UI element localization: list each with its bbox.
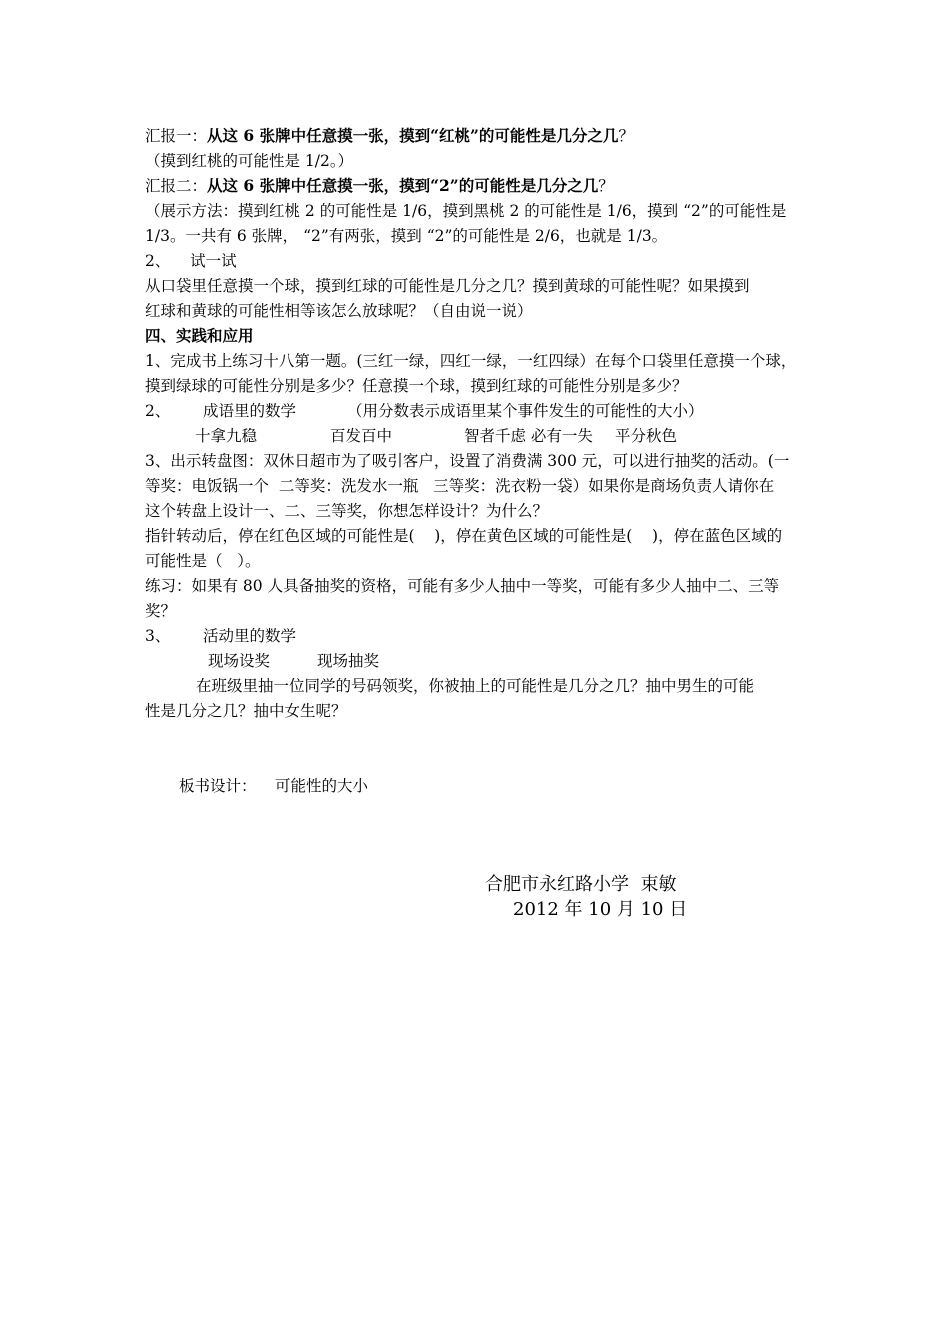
exercise-2-note: （用分数表示成语里某个事件发生的可能性的大小） [347, 402, 704, 420]
signature-date: 2012 年 10 月 10 日 [513, 899, 688, 920]
board-design-title: 可能性的大小 [275, 777, 369, 795]
exercise-2-number: 2、 [145, 402, 171, 420]
practice-line-1: 练习：如果有 80 人具备抽奖的资格，可能有多少人抽中一等奖，可能有多少人抽中二、三等 [145, 577, 780, 595]
exercise-3-line-2: 等奖：电饭锅一个 二等奖：洗发水一瓶 三等奖：洗衣粉一袋）如果你是商场负责人请你在 [145, 477, 775, 495]
exercise-1-line-2: 摸到绿球的可能性分别是多少？任意摸一个球，摸到红球的可能性分别是多少？ [145, 377, 688, 395]
try-text-line-1: 从口袋里任意摸一个球，摸到红球的可能性是几分之几？摸到黄球的可能性呢？如果摸到 [145, 277, 750, 295]
idiom-2: 百发百中 [330, 427, 393, 445]
activity-1: 现场设奖 [208, 652, 271, 670]
exercise-2-title: 成语里的数学 [203, 402, 297, 420]
report-1-question: 从这 6 张牌中任意摸一张，摸到“红桃”的可能性是几分之几 [207, 126, 619, 145]
exercise-3-line-1: 3、出示转盘图：双休日超市为了吸引客户，设置了消费满 300 元，可以进行抽奖的活动。(一 [145, 452, 790, 470]
signature-school: 合肥市永红路小学 束敏 [485, 874, 677, 895]
exercise-3-line-3: 这个转盘上设计一、二、三等奖，你想怎样设计？为什么？ [145, 502, 549, 520]
report-1-mark: ？ [618, 127, 634, 145]
pointer-question-line-1: 指针转动后，停在红色区域的可能性是( )，停在黄色区域的可能性是( )，停在蓝色区域的 [145, 527, 783, 545]
practice-line-2: 奖？ [145, 602, 177, 620]
idiom-3: 智者千虑 必有一失 [464, 427, 593, 445]
exercise-4-number: 3、 [145, 627, 171, 645]
pointer-question-line-2: 可能性是（ ）。 [145, 552, 261, 570]
idiom-4: 平分秋色 [615, 427, 678, 445]
exercise-1-line-1: 1、完成书上练习十八第一题。(三红一绿，四红一绿，一红四绿）在每个口袋里任意摸一个球， [145, 352, 797, 370]
try-text-line-2: 红球和黄球的可能性相等该怎么放球呢？（自由说一说） [145, 302, 533, 320]
class-draw-line-1: 在班级里抽一位同学的号码领奖，你被抽上的可能性是几分之几？抽中男生的可能 [196, 677, 755, 695]
try-heading: 2、 试一试 [145, 252, 237, 270]
activity-2: 现场抽奖 [317, 652, 380, 670]
board-design-label: 板书设计： [179, 777, 257, 795]
report-2-mark: ？ [598, 177, 614, 195]
report-2-prefix: 汇报二： [145, 177, 208, 195]
report-1-prefix: 汇报一： [145, 127, 208, 145]
report-2-line [145, 176, 614, 196]
idiom-1: 十拿九稳 [195, 427, 258, 445]
report-2-question: 从这 6 张牌中任意摸一张，摸到“2”的可能性是几分之几 [207, 176, 599, 195]
class-draw-line-2: 性是几分之几？抽中女生呢？ [145, 702, 347, 720]
section-4-heading: 四、实践和应用 [145, 326, 254, 345]
exercise-4-title: 活动里的数学 [203, 627, 297, 645]
report-2-answer-line-1: （展示方法：摸到红桃 2 的可能性是 1/6，摸到黑桃 2 的可能性是 1/6，摸到 “2”的可能性是 [145, 202, 787, 220]
report-1-line [145, 126, 634, 146]
report-1-answer: （摸到红桃的可能性是 1/2。） [145, 152, 354, 170]
report-2-answer-line-2: 1/3。一共有 6 张牌， “2”有两张，摸到 “2”的可能性是 2/6，也就是 1/3。 [145, 227, 668, 245]
